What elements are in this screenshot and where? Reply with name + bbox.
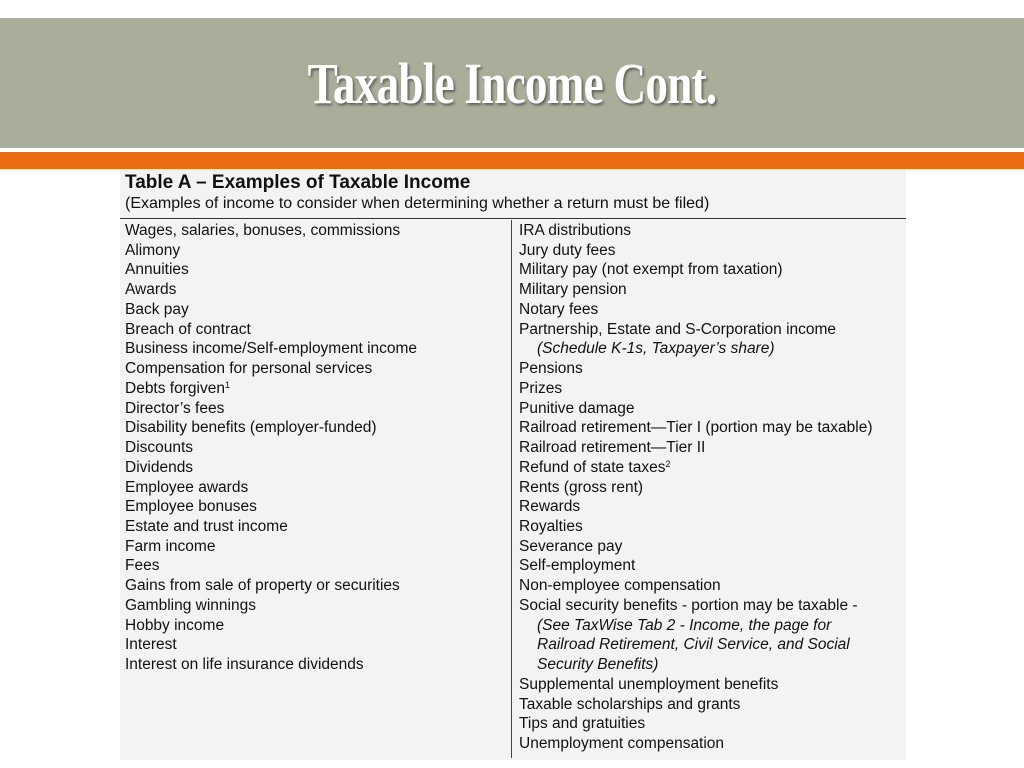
list-item-note: Security Benefits) [537,656,659,674]
refund-label: Refund of state taxes [519,458,666,476]
list-item: Gains from sale of property or securities [125,577,400,595]
list-item: Business income/Self-employment income [125,340,418,358]
list-item [519,458,904,478]
list-item-note: Railroad Retirement, Civil Service, and Social [537,636,850,654]
taxable-income-table [120,170,906,760]
list-item: Farm income [125,537,216,555]
list-item: Military pension [519,281,627,299]
list-item: Railroad retirement—Tier II [519,439,706,457]
table-header [120,170,906,219]
column-divider [511,220,512,758]
list-item: Director’s fees [125,399,225,417]
list-item: Disability benefits (employer-funded) [125,419,377,437]
list-item: Employee bonuses [125,498,257,516]
list-item: Social security benefits - portion may be taxable - [519,596,858,614]
title-band [0,18,1024,148]
list-item: Tips and gratuities [519,715,646,733]
list-item: Hobby income [125,616,225,634]
list-item: Gambling winnings [125,596,256,614]
list-item: Military pay (not exempt from taxation) [519,261,783,279]
list-item: Awards [125,281,177,299]
list-item: Self-employment [519,557,636,575]
table-title: Table A – Examples of Taxable Income [125,172,471,193]
list-item: Pensions [519,360,583,378]
list-item: Annuities [125,261,189,279]
list-item: Royalties [519,518,583,536]
list-item: Wages, salaries, bonuses, commissions [125,222,401,239]
slide-title: Taxable Income Cont. [307,50,717,116]
list-item: Supplemental unemployment benefits [519,675,779,693]
list-item: Compensation for personal services [125,360,373,378]
list-item: Employee awards [125,478,249,496]
list-item: Breach of contract [125,320,251,338]
accent-bar [0,152,1024,169]
list-item: Taxable scholarships and grants [519,695,741,713]
list-item: Dividends [125,458,194,476]
list-item: Prizes [519,379,563,397]
list-item: Severance pay [519,537,623,555]
list-item: Rewards [519,498,581,516]
list-item: Estate and trust income [125,518,288,536]
list-item: Non-employee compensation [519,577,721,595]
list-item: Partnership, Estate and S-Corporation income [519,320,837,338]
footnote-marker: 1 [224,379,230,390]
list-item-note: (See TaxWise Tab 2 - Income, the page for [537,616,832,634]
list-item: Alimony [125,241,181,259]
list-item: Interest [125,636,177,654]
list-item [125,379,505,399]
right-column [519,221,904,754]
left-column [125,221,505,675]
list-item: Railroad retirement—Tier I (portion may be taxable) [519,419,873,437]
list-item: Back pay [125,300,189,318]
list-item: IRA distributions [519,222,631,239]
list-item: Interest on life insurance dividends [125,656,364,674]
list-item: Discounts [125,439,194,457]
list-item: Fees [125,557,160,575]
list-item: Unemployment compensation [519,735,725,753]
list-item: Jury duty fees [519,241,616,259]
debts-forgiven-label: Debts forgiven [125,379,225,397]
list-item: Punitive damage [519,399,635,417]
table-subtitle: (Examples of income to consider when determining whether a return must be filed) [125,195,710,212]
list-item-note: (Schedule K-1s, Taxpayer’s share) [537,340,775,358]
footnote-marker: 2 [665,458,671,469]
list-item: Rents (gross rent) [519,478,644,496]
list-item: Notary fees [519,300,599,318]
